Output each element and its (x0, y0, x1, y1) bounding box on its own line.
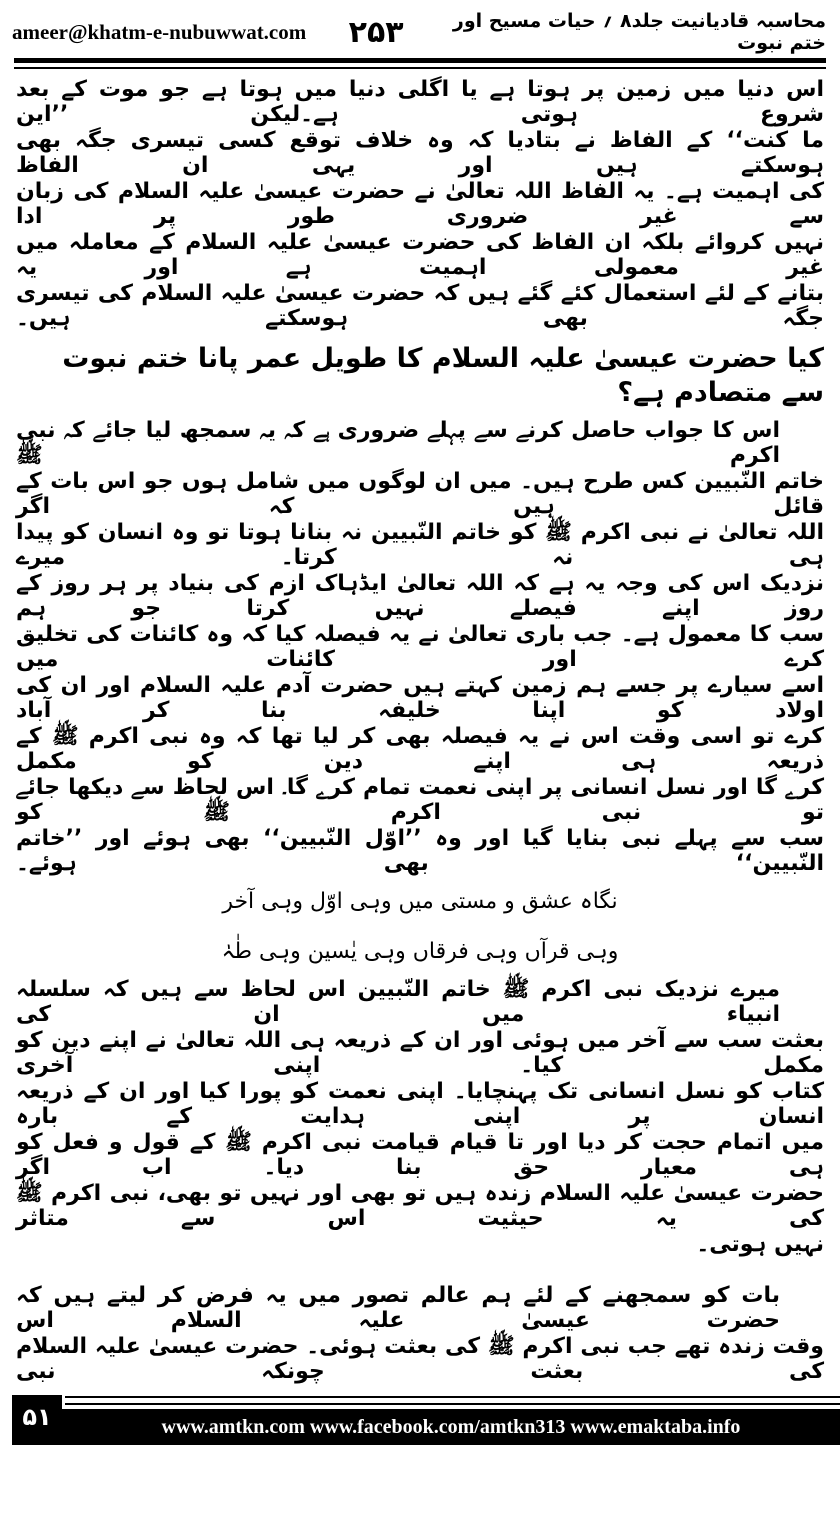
text-line: اس کا جواب حاصل کرنے سے پہلے ضروری ہے کہ یہ سمجھ لیا جائے کہ نبی اکرم ﷺ (16, 418, 780, 468)
text-line: کرے گا اور نسل انسانی پر اپنی نعمت تمام کرے گا۔ اس لحاظ سے دیکھا جائے تو نبی اکرم ﷺ کو (16, 775, 824, 825)
poem-line: وہی قرآں وہی فرقاں وہی یٰسین وہی طٰہٰ (221, 939, 619, 964)
text-line: اس دنیا میں زمین پر ہوتا ہے یا اگلی دنیا میں ہوتا ہے جو موت کے بعد شروع ہوتی ہے۔لیکن ’’این (16, 77, 824, 127)
text-line: نہیں کروائے بلکہ ان الفاظ کی حضرت عیسیٰ علیہ السلام کے معاملہ میں غیر معمولی اہمیت ہے اور یہ (16, 230, 824, 280)
footer-rule (65, 1396, 840, 1398)
text-line: میں اتمام حجت کر دیا اور تا قیام قیامت نبی اکرم ﷺ کے قول و فعل کو ہی معیار حق بنا دیا۔ اب اگر (16, 1130, 824, 1180)
footer-page-number: ۵۱ (12, 1395, 62, 1445)
footer-websites: www.amtkn.com www.facebook.com/amtkn313 www.emaktaba.info (62, 1409, 840, 1445)
text-line: وقت زندہ تھے جب نبی اکرم ﷺ کی بعثت ہوئی۔ حضرت عیسیٰ علیہ السلام کی بعثت چونکہ نبی (16, 1334, 824, 1384)
section-heading: کیا حضرت عیسیٰ علیہ السلام کا طویل عمر پانا ختم نبوت سے متصادم ہے؟ (62, 343, 824, 408)
header-email: ameer@khatm-e-nubuwwat.com (12, 19, 307, 44)
page-header (0, 0, 840, 54)
page-body (0, 69, 840, 1385)
text-line: نہیں ہوتی۔ (696, 1232, 824, 1257)
header-page-number: ۲۵۳ (348, 14, 404, 50)
text-line: اللہ تعالیٰ نے نبی اکرم ﷺ کو خاتم النّبیین نہ بنانا ہوتا تو وہ انسان کو پیدا ہی نہ کرتا۔ میرے (16, 520, 824, 570)
text-line: کرے تو اسی وقت اس نے یہ فیصلہ بھی کر لیا تھا کہ وہ نبی اکرم ﷺ کے ذریعہ ہی اپنے دین کو مکمل (16, 724, 824, 774)
text-line: سب سے پہلے نبی بنایا گیا اور وہ ’’اوّل النّبیین‘‘ بھی ہوئے اور ’’خاتم النّبیین‘‘ بھی ہوئے۔ (16, 826, 824, 876)
text-line: اسے سیارے پر جسے ہم زمین کہتے ہیں حضرت آدم علیہ السلام اور ان کی اولاد کو اپنا خلیفہ بنا کر آباد (16, 673, 824, 723)
text-line: ما کنت‘‘ کے الفاظ نے بتادیا کہ وہ خلاف توقع کسی تیسری جگہ بھی ہوسکتے ہیں اور یہی ان الفاظ (16, 128, 824, 178)
text-line: نزدیک اس کی وجہ یہ ہے کہ اللہ تعالیٰ ایڈہاک ازم کی بنیاد پر ہر روز کے روز اپنے فیصلے نہیں کرتا جو ہم (16, 571, 824, 621)
header-book-title: محاسبہ قادیانیت جلد۸ ؍ حیات مسیح اور ختم نبوت (452, 10, 826, 54)
text-line: خاتم النّبیین کس طرح ہیں۔ میں ان لوگوں میں شامل ہوں جو اس بات کے قائل ہیں کہ اگر (16, 469, 824, 519)
text-line: بات کو سمجھنے کے لئے ہم عالم تصور میں یہ فرض کر لیتے ہیں کہ حضرت عیسیٰ علیہ السلام اس (16, 1283, 780, 1333)
footer-rule (65, 1403, 840, 1405)
text-line: حضرت عیسیٰ علیہ السلام زندہ ہیں تو بھی اور نہیں تو بھی، نبی اکرم ﷺ کی یہ حیثیت اس سے متاثر (16, 1181, 824, 1231)
page-footer (0, 1395, 840, 1447)
text-line: بعثت سب سے آخر میں ہوئی اور ان کے ذریعہ ہی اللہ تعالیٰ نے اپنے دین کو مکمل کیا۔ اپنی آخری (16, 1028, 824, 1078)
header-rule (14, 58, 826, 63)
text-line: کتاب کو نسل انسانی تک پہنچایا۔ اپنی نعمت کو پورا کیا اور ان کے ذریعہ انسان پر اپنی ہدایت کے بارہ (16, 1079, 824, 1129)
poem-line: نگاہ عشق و مستی میں وہی اوّل وہی آخر (222, 889, 618, 914)
text-line: سب کا معمول ہے۔ جب باری تعالیٰ نے یہ فیصلہ کیا کہ وہ کائنات کی تخلیق کرے اور کائنات میں (16, 622, 824, 672)
text-line: کی اہمیت ہے۔ یہ الفاظ اللہ تعالیٰ نے حضرت عیسیٰ علیہ السلام کی زبان سے غیر ضروری طور پر ادا (16, 179, 824, 229)
text-line: میرے نزدیک نبی اکرم ﷺ خاتم النّبیین اس لحاظ سے ہیں کہ سلسلہ انبیاء میں ان کی (16, 977, 780, 1027)
text-line: بتانے کے لئے استعمال کئے گئے ہیں کہ حضرت عیسیٰ علیہ السلام کی تیسری جگہ بھی ہوسکتے ہیں۔ (16, 281, 824, 331)
